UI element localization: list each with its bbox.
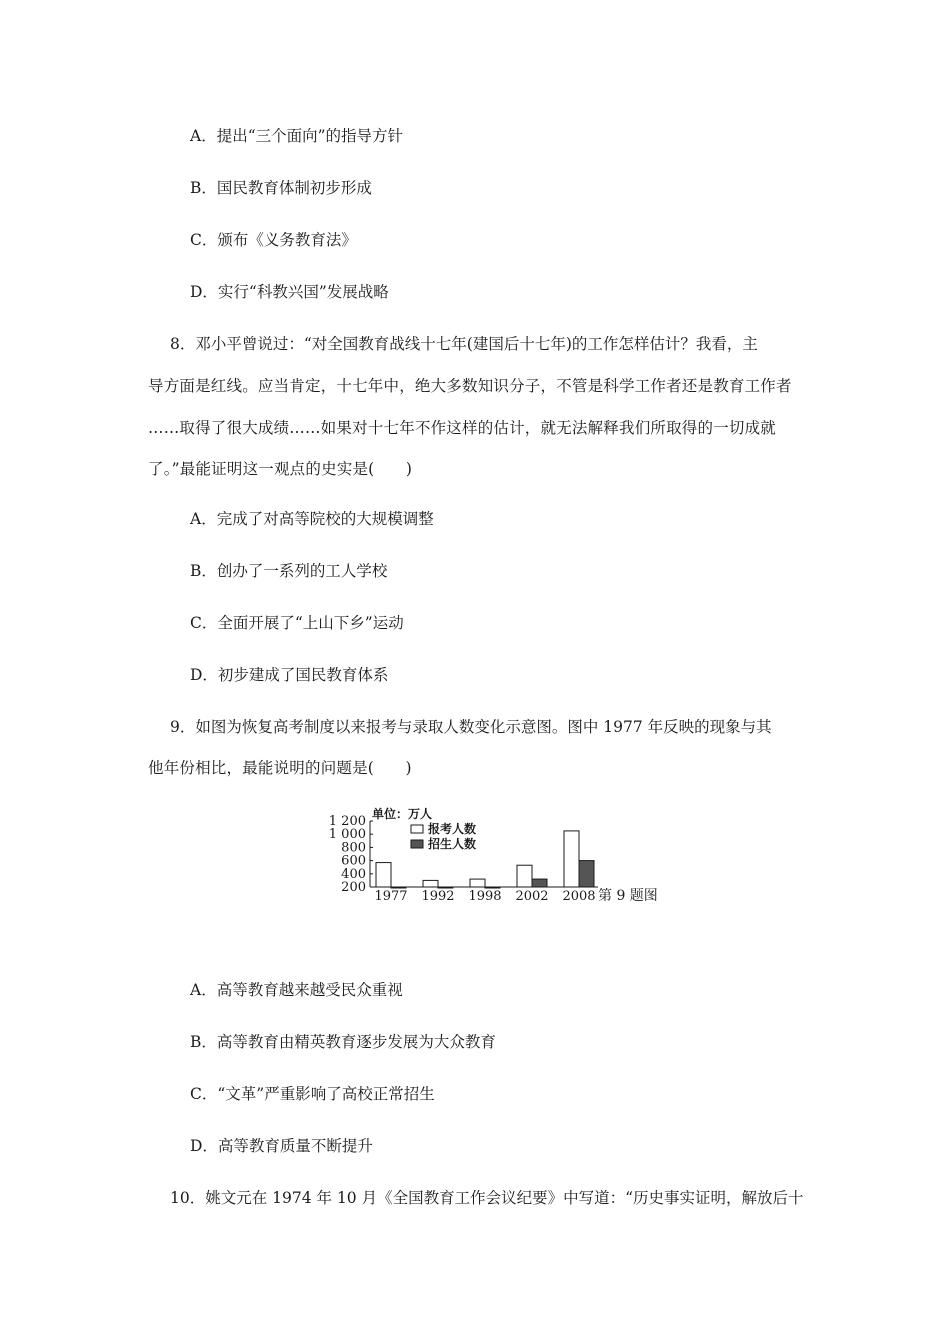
q9-figure	[310, 800, 710, 910]
q7-option-b: B．国民教育体制初步形成	[190, 179, 372, 197]
bar-chart	[310, 800, 710, 910]
q7-option-c: C．颁布《义务教育法》	[190, 231, 357, 249]
x-tick-label: 2008	[562, 889, 596, 904]
bar-admitted-1992	[438, 887, 453, 888]
chart-unit-label: 单位：万人	[372, 807, 433, 821]
bar-applicants-2002	[517, 865, 532, 887]
q8-option-b: B．创办了一系列的工人学校	[190, 562, 388, 580]
q9-option-b: B．高等教育由精英教育逐步发展为大众教育	[190, 1033, 496, 1051]
legend-label-applicants: 报考人数	[428, 822, 477, 836]
q9-stem-line-2: 他年份相比，最能说明的问题是( )	[148, 759, 412, 777]
y-tick-label: 1 000	[328, 827, 366, 843]
q9-stem-line-1: 9．如图为恢复高考制度以来报考与录取人数变化示意图。图中 1977 年反映的现象与其	[170, 718, 772, 736]
q9-option-a: A．高等教育越来越受民众重视	[190, 981, 403, 999]
q8-stem-line-3: ……取得了很大成绩……如果对十七年不作这样的估计，就无法解释我们所取得的一切成就	[148, 419, 777, 437]
q8-stem-line-1: 8．邓小平曾说过：“对全国教育战线十七年(建国后十七年)的工作怎样估计？我看，主	[170, 335, 758, 353]
q8-option-a: A．完成了对高等院校的大规模调整	[190, 510, 434, 528]
bar-admitted-1998	[485, 887, 500, 888]
x-tick-label: 1977	[374, 889, 408, 904]
y-tick-label: 800	[341, 840, 366, 856]
y-tick-label: 1 200	[328, 814, 366, 829]
legend-swatch-admitted	[411, 840, 423, 848]
x-tick-label: 2002	[515, 889, 549, 904]
q7-option-a: A．提出“三个面向”的指导方针	[190, 127, 404, 145]
q10-stem-line-1: 10．姚文元在 1974 年 10 月《全国教育工作会议纪要》中写道：“历史事实证明，解放后十	[170, 1189, 804, 1207]
q8-option-d: D．初步建成了国民教育体系	[190, 666, 389, 684]
bar-applicants-1992	[423, 880, 438, 887]
bar-applicants-2008	[564, 831, 579, 887]
q9-option-d: D．高等教育质量不断提升	[190, 1137, 373, 1155]
bar-applicants-1998	[470, 879, 485, 887]
q9-option-c: C．“文革”严重影响了高校正常招生	[190, 1085, 435, 1103]
x-tick-label: 1998	[468, 889, 502, 904]
bar-admitted-1977	[391, 887, 406, 888]
legend-swatch-applicants	[411, 825, 423, 833]
bar-admitted-2008	[579, 861, 594, 887]
figure-caption: 第 9 题图	[598, 888, 658, 904]
x-tick-label: 1992	[421, 889, 455, 904]
y-tick-label: 400	[341, 866, 366, 882]
bar-admitted-2002	[532, 879, 547, 887]
q8-stem-line-2: 导方面是红线。应当肯定，十七年中，绝大多数知识分子，不管是科学工作者还是教育工作者	[148, 377, 792, 395]
bar-applicants-1977	[376, 863, 391, 887]
y-tick-label: 600	[341, 853, 366, 869]
y-tick-label: 200	[341, 880, 366, 895]
legend-label-admitted: 招生人数	[428, 837, 477, 851]
q7-option-d: D．实行“科教兴国”发展战略	[190, 283, 389, 301]
q8-option-c: C．全面开展了“上山下乡”运动	[190, 614, 404, 632]
q8-stem-line-4: 了。”最能证明这一观点的史实是( )	[148, 460, 413, 478]
